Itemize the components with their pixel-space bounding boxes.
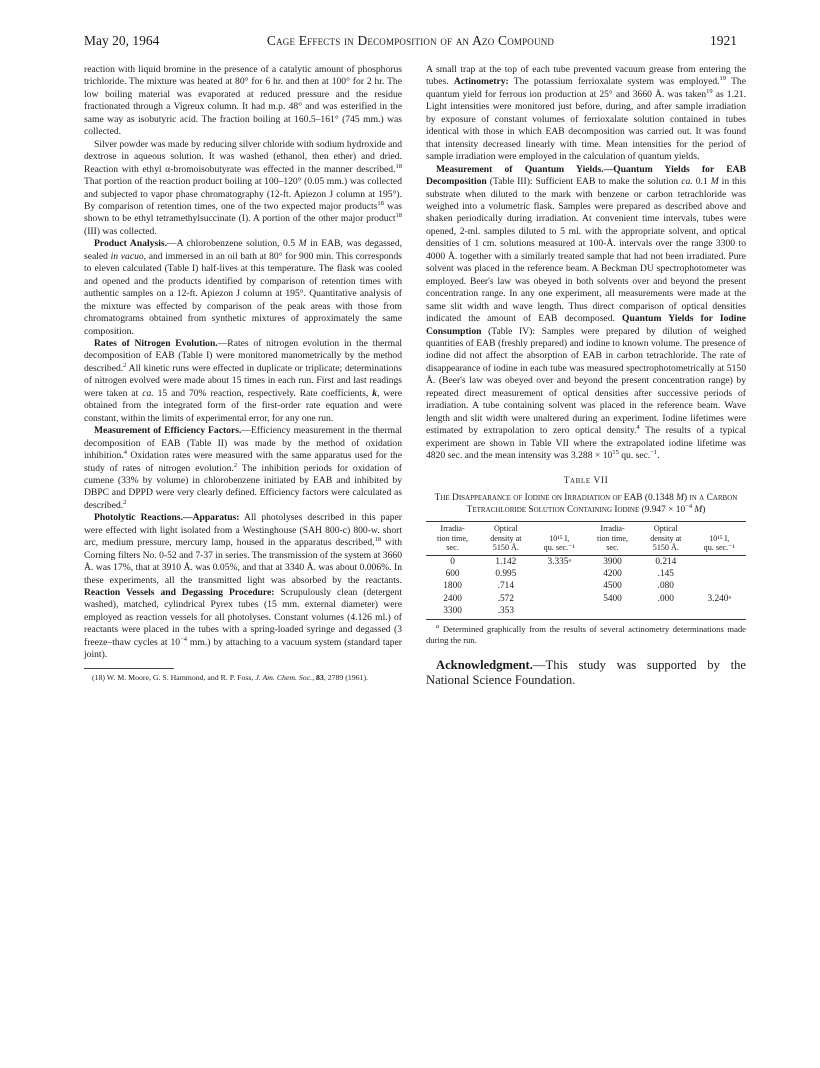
table-cell [533, 580, 586, 592]
data-table [426, 521, 746, 620]
paragraph-bromination: reaction with liquid bromine in the presence of a catalytic amount of phosphorus trichloride. The mixture was heated at 80° for 6 hr. and then at 100° for 2 hr. The low boiling material was evaporated at reduced pressure and the residue fractionated through a Vigreux column. It had m.p. 48° and was esterified in the same way as isobutyric acid. The fraction boiling at 160.5–161° (745 mm.) was collected. [84, 64, 402, 138]
table-row [426, 555, 746, 568]
table-header-cell: Irradia- tion time, sec. [426, 521, 479, 555]
table-cell: .000 [657, 593, 674, 604]
table-header-cell: 10¹⁵ I, qu. sec.⁻¹ [693, 521, 746, 555]
table-cell: 0 [450, 556, 455, 567]
section-heading-nitrogen-evolution: Rates of Nitrogen Evolution. [94, 337, 218, 349]
table-cell: .572 [497, 593, 514, 604]
table-cell: 4200 [603, 569, 622, 580]
paragraph-quantum-yields: Measurement of Quantum Yields.—Quantum Yields for EAB Decomposition (Table III): Sufficient EAB to make the solution ca. 0.1 M in this substrate when diluted to the mark with benzene or carbon tetrachloride was weighed into a volumetric flask. Samples were prepared as described above and shaken periodically during irradiation. At convenient time intervals, tubes were opened, 2-ml. samples diluted to 5 ml. with the appropriate solvent, and optical densities of 1 cm. solutions measured at 100-Å. intervals over the range 3300 to 4000 Å. together with a similarly treated sample that had not been irradiated. Pure solvent was placed in the reference beam. A Beckman DU spectrophotometer was employed. Beer's law was obeyed in both solvents over and beyond the present concentration range. In any one experiment, all measurements were made at the same slit width and wave length. Thus direct comparison of optical densities indicated the amount of EAB decomposed. Quantum Yields for Iodine Consumption (Table IV): Samples were prepared by dilution of weighed quantities of EAB (freshly prepared) and iodine to known volume. The presence of iodine did not affect the absorption of EAB in carbon tetrachloride. The rate of disappearance of iodine in each tube was measured spectrophotometrically at 5150 Å. (Beer's law was obeyed over and beyond the present concentration range) by repeated direct measurement of optical densities after successive periods of irradiation. A tube containing solvent was placed in the reference beam. Wave length and slit width were unaltered during an experiment. Iodine lifetimes were estimated by extrapolation to zero optical density.$^4$ The results of a typical experiment are shown in Table VII where the extrapolated iodine lifetime was 4820 sec. and the mean intensity was $3.288 \times 10^{15}$ qu. sec.$^{-1}$. [426, 163, 746, 462]
running-title: Cage Effects in Decomposition of an Azo Compound [266, 33, 555, 48]
table-header-cell: Optical density at 5150 Å. [479, 521, 532, 555]
table-cell [693, 555, 746, 568]
page-header [84, 33, 737, 53]
section-heading-quantum-yields: Measurement of Quantum Yields.—Quantum Yields for EAB Decomposition [426, 163, 746, 188]
section-heading-actinometry: Actinometry: [453, 76, 509, 88]
table-cell: .714 [497, 581, 514, 592]
table-cell: 0.995 [495, 569, 517, 580]
footnote-divider [84, 668, 174, 669]
section-heading-product-analysis: Product Analysis. [94, 238, 167, 250]
table-cell [639, 605, 692, 620]
table-cell: 4500 [603, 581, 622, 592]
table-header-row [426, 521, 746, 555]
table-row [426, 580, 746, 592]
section-heading-acknowledgment: Acknowledgment. [436, 658, 533, 673]
table-cell: 5400 [603, 593, 622, 604]
table-cell [586, 605, 639, 620]
section-heading-photolytic-reactions: Photolytic Reactions.—Apparatus: [94, 512, 240, 524]
table-row [426, 568, 746, 580]
table-cell [693, 580, 746, 592]
table-label: Table VII [563, 475, 609, 486]
table-cell [693, 605, 746, 620]
paragraph-silver-powder: Silver powder was made by reducing silver chloride with sodium hydroxide and dextrose in aqueous solution. It was washed (ethanol, then ether) and dried. Reaction with ethyl α-bromoisobutyrate was effected in the manner described.$^{18}$ That portion of the reaction product boiling at 100–120° (0.05 mm.) was collected and subjected to vapor phase chromatography (12-ft. Apiezon J column at 195°). By comparison of retention times, one of the two expected major products$^{18}$ was shown to be ethyl tetramethylsuccinate (I). A portion of the other major product$^{18}$ (III) was collected. [84, 138, 402, 237]
table-cell [533, 568, 586, 580]
table-cell: .145 [657, 569, 674, 580]
table-cell: 3.240ᵃ [707, 593, 731, 604]
right-column [426, 64, 746, 688]
table-header-cell: 10¹⁵ I, qu. sec.⁻¹ [533, 521, 586, 555]
table-cell: 0.214 [655, 556, 677, 567]
footnote-18: (18) W. M. Moore, G. S. Hammond, and R. P. Foss, J. Am. Chem. Soc., 83, 2789 (1961). [92, 672, 369, 682]
section-heading-iodine-consumption: Quantum Yields for Iodine Consumption [426, 313, 746, 337]
table-cell [533, 605, 586, 620]
paragraph-product-analysis: Product Analysis.—A chlorobenzene solution, 0.5 M in EAB, was degassed, sealed in vacuo, and immersed in an oil bath at 80° for 900 min. This corresponds to eleven calculated (Table I) half-lives at this temperature. The flask was cooled and opened and the products identified by comparison of retention times with authentic samples on a 12-ft. Apiezon J column at 195°. Quantitative analysis of the mixture was effected by comparison of the peak areas with those from chromatograms obtained from synthetic mixtures of approximately the same composition. [84, 238, 403, 337]
acknowledgment: Acknowledgment.—This study was supported by the National Science Foundation. [426, 658, 746, 688]
table-cell: 3.335ᵃ [547, 556, 571, 567]
header-date: May 20, 1964 [84, 33, 160, 48]
paragraph-nitrogen-evolution: Rates of Nitrogen Evolution.—Rates of nitrogen evolution in the thermal decomposition of EAB (Table I) were monitored manometrically by the method described.$^2$ All kinetic runs were effected in duplicate or triplicate; determinations of nitrogen evolved were made about 15 times in each run. First and last readings were taken at ca. 15 and 70% reaction, respectively. Rate coefficients, k, were obtained from the integrated form of the first-order rate equation and were constant, within the limits of experimental error, for any one run. [84, 337, 402, 424]
table-row [426, 605, 746, 620]
left-column [84, 64, 402, 683]
table-cell: 3300 [426, 605, 479, 620]
page-number: 1921 [710, 33, 737, 48]
paragraph-photolytic-reactions: Photolytic Reactions.—Apparatus: All photolyses described in this paper were effected with light isolated from a Westinghouse (SAH 800-c) 800-w. short arc, medium pressure, mercury lamp, housed in the apparatus described,$^{18}$ with Corning filters No. 0-52 and 7-37 in series. The transmission of the system at 3660 Å. was 17%, that at 3910 Å. was 0.05%, and that at 3340 Å. was about 0.006%. In these experiments, all the transmitted light was absorbed by the reactants. Reaction Vessels and Degassing Procedure: Scrupulously clean (detergent washed), matched, cylindrical Pyrex tubes (15 mm. external diameter) were employed as reaction vessels for all photolyses. Constant volumes (4.126 ml.) of reactants were placed in the tubes with a spring-loaded syringe and degassed (3 freeze–thaw cycles at $10^{-4}$ mm.) by attaching to a vacuum system (standard taper joint). [84, 512, 403, 661]
table-caption: The Disappearance of Iodine on Irradiation of EAB (0.1348 M) in a Carbon Tetrachloride Solution Containing Iodine ($9.947 \times 10^{-4}$ M) [434, 492, 738, 516]
table-cell: 1.142 [495, 556, 517, 567]
paragraph-efficiency-factors: Measurement of Efficiency Factors.—Efficiency measurement in the thermal decomposition of EAB (Table II) was made by the method of oxidation inhibition.$^4$ Oxidation rates were measured with the same apparatus used for the study of rates of nitrogen evolution.$^2$ The inhibition periods for oxidation of cumene (33% by volume) in chlorobenzene initiated by EAB and inhibited by DBPC and DPPD were very clearly defined. Efficiency factors were calculated as described.$^2$ [84, 425, 402, 511]
table-cell: .080 [657, 581, 674, 592]
table-cell: 1800 [443, 581, 462, 592]
section-heading-efficiency-factors: Measurement of Efficiency Factors. [94, 425, 242, 437]
table-cell [533, 593, 586, 605]
table-header-cell: Irradia- tion time, sec. [586, 521, 639, 555]
paragraph-actinometry: A small trap at the top of each tube prevented vacuum grease from entering the tubes. Actinometry: The potassium ferrioxalate system was employed.$^{19}$ The quantum yield for ferrous ion production at 25° and 3660 Å. was taken$^{19}$ as 1.21. Light intensities were monitored just before, during, and after sample irradiation by exposure of constant volumes of ferrioxalate solution contained in tubes identical with those in which EAB decomposition was carried out. It was found that intensity decreased linearly with time. Mean intensities for the period of sample irradiation were employed in the calculation of quantum yields. [426, 64, 746, 163]
table-cell: .353 [479, 605, 532, 620]
table-footnote: $^a$ Determined graphically from the results of several actinometry determinations made during the run. [426, 623, 746, 646]
table-cell: 600 [445, 569, 460, 580]
table-cell [693, 568, 746, 580]
section-heading-reaction-vessels: Reaction Vessels and Degassing Procedure: [84, 587, 275, 599]
table-header-cell: Optical density at 5150 Å. [639, 521, 692, 555]
table-row [426, 593, 746, 605]
table-cell: 3900 [603, 556, 622, 567]
table-cell: 2400 [443, 593, 462, 604]
